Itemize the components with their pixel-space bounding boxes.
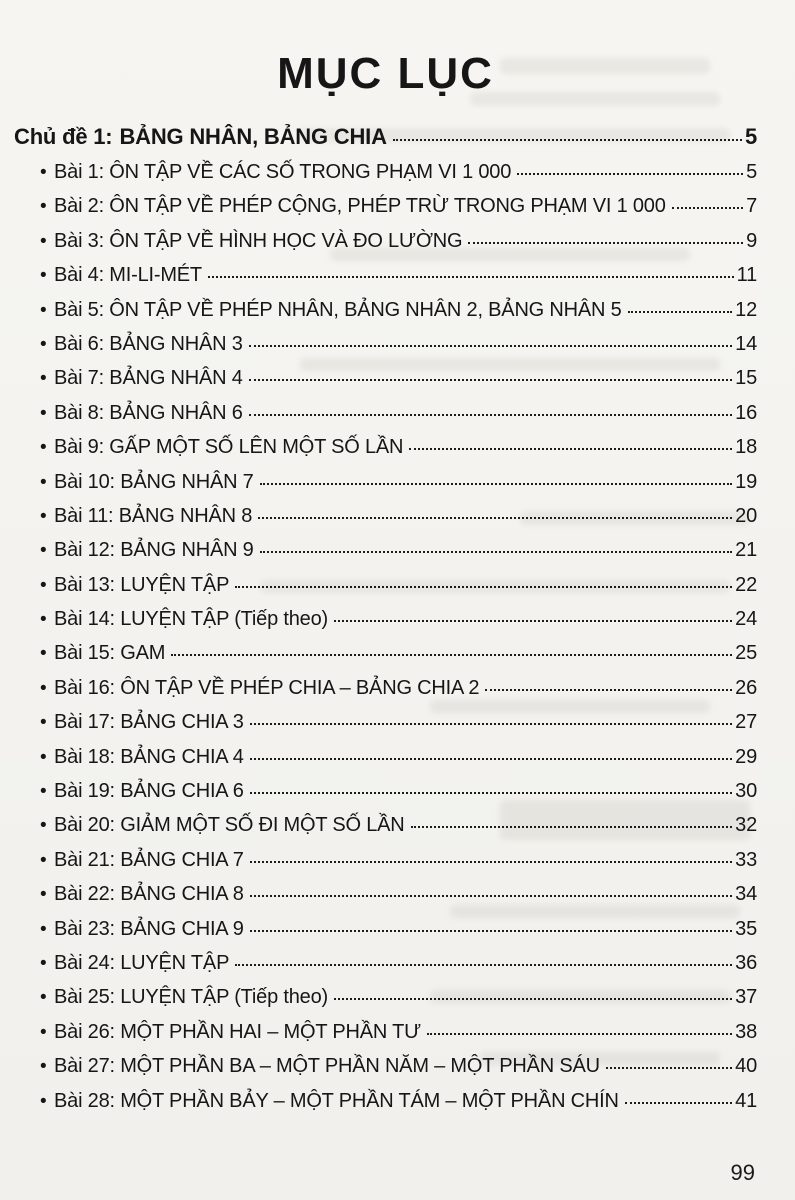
bullet-icon: • [40,505,47,527]
toc-item-row [14,780,757,814]
bullet-icon: • [40,1090,47,1112]
item-page-number: 5 [746,161,757,183]
dot-leader [208,276,734,278]
toc-item-row [14,814,757,848]
bullet-icon: • [40,540,47,562]
item-label: Bài 16: ÔN TẬP VỀ PHÉP CHIA – BẢNG CHIA 2 [54,676,480,699]
bullet-icon: • [40,437,47,459]
dot-leader [411,826,733,828]
dot-leader [171,654,732,656]
dot-leader [260,483,733,485]
dot-leader [427,1033,732,1035]
dot-leader [250,792,733,794]
toc-item-row [14,333,757,367]
item-label: Bài 28: MỘT PHẦN BẢY – MỘT PHẦN TÁM – MỘT PHẦN CHÍN [54,1089,619,1112]
bullet-icon: • [40,1021,47,1043]
item-page-number: 22 [735,573,757,596]
chapter-page-number: 5 [744,124,757,149]
bullet-icon: • [40,368,47,390]
item-label: Bài 23: BẢNG CHIA 9 [54,917,244,940]
toc-content [14,0,757,1124]
item-label: Bài 3: ÔN TẬP VỀ HÌNH HỌC VÀ ĐO LƯỜNG [54,229,463,252]
item-label: Bài 7: BẢNG NHÂN 4 [54,367,243,390]
dot-leader [250,861,733,863]
bullet-icon: • [40,609,47,631]
item-page-number: 24 [735,608,757,631]
toc-item-row [14,1090,757,1124]
bullet-icon: • [40,333,47,355]
toc-item-row [14,1055,757,1089]
item-page-number: 7 [746,195,757,218]
item-label: Bài 8: BẢNG NHÂN 6 [54,401,243,424]
bullet-icon: • [40,815,47,837]
bullet-icon: • [40,918,47,940]
item-label: Bài 20: GIẢM MỘT SỐ ĐI MỘT SỐ LẦN [54,814,405,837]
bullet-icon: • [40,849,47,871]
item-page-number: 33 [735,848,757,871]
bullet-icon: • [40,781,47,803]
bullet-icon: • [40,299,47,321]
item-page-number: 26 [735,676,757,699]
dot-leader [235,586,732,588]
item-label: Bài 19: BẢNG CHIA 6 [54,780,244,803]
item-page-number: 16 [735,401,757,424]
dot-leader [628,311,733,313]
item-page-number: 19 [735,470,757,493]
item-page-number: 34 [735,883,757,906]
item-page-number: 14 [735,332,757,355]
item-label: Bài 17: BẢNG CHIA 3 [54,711,244,734]
toc-item-row [14,642,757,676]
item-label: Bài 18: BẢNG CHIA 4 [54,745,244,768]
item-page-number: 25 [735,642,757,665]
item-page-number: 37 [735,986,757,1009]
dot-leader [249,345,732,347]
toc-chapter-row [14,124,757,161]
bullet-icon: • [40,712,47,734]
toc-item-row [14,883,757,917]
toc-item-row [14,849,757,883]
toc-item-row [14,574,757,608]
item-label: Bài 22: BẢNG CHIA 8 [54,883,244,906]
item-page-number: 9 [746,229,757,252]
dot-leader [260,551,733,553]
item-page-number: 15 [735,367,757,390]
item-label: Bài 15: GAM [54,642,166,665]
dot-leader [625,1102,732,1104]
item-page-number: 27 [735,711,757,734]
page-title: MỤC LỤC [277,49,494,98]
item-label: Bài 2: ÔN TẬP VỀ PHÉP CỘNG, PHÉP TRỪ TRONG PHẠM VI 1 000 [54,195,666,218]
dot-leader [250,723,733,725]
toc-item-row [14,230,757,264]
toc-item-row [14,746,757,780]
chapter-title: BẢNG NHÂN, BẢNG CHIA [119,124,387,149]
item-label: Bài 21: BẢNG CHIA 7 [54,848,244,871]
item-page-number: 12 [735,298,757,321]
item-page-number: 11 [736,264,757,287]
item-label: Bài 4: MI-LI-MÉT [54,264,202,287]
dot-leader [250,930,733,932]
bullet-icon: • [40,162,47,183]
dot-leader [250,895,733,897]
item-label: Bài 10: BẢNG NHÂN 7 [54,470,254,493]
toc-item-row [14,402,757,436]
item-label: Bài 5: ÔN TẬP VỀ PHÉP NHÂN, BẢNG NHÂN 2, BẢNG NHÂN 5 [54,298,622,321]
toc-item-row [14,161,757,195]
toc-item-row [14,367,757,401]
toc-item-row [14,505,757,539]
toc-item-row [14,608,757,642]
bullet-icon: • [40,677,47,699]
toc-item-row [14,539,757,573]
dot-leader [249,379,732,381]
dot-leader [517,173,743,175]
dot-leader [485,689,732,691]
bullet-icon: • [40,884,47,906]
item-label: Bài 27: MỘT PHẦN BA – MỘT PHẦN NĂM – MỘT PHẦN SÁU [54,1055,600,1078]
toc-item-row [14,299,757,333]
dot-leader [409,448,732,450]
item-page-number: 20 [735,504,757,527]
toc-list [14,124,757,1124]
item-page-number: 40 [735,1055,757,1078]
dot-leader [258,517,732,519]
item-page-number: 38 [735,1020,757,1043]
item-label: Bài 13: LUYỆN TẬP [54,573,230,596]
toc-item-row [14,986,757,1020]
bullet-icon: • [40,196,47,218]
bullet-icon: • [40,574,47,596]
bullet-icon: • [40,952,47,974]
toc-item-row [14,918,757,952]
toc-item-row [14,436,757,470]
bullet-icon: • [40,987,47,1009]
item-page-number: 36 [735,951,757,974]
item-label: Bài 12: BẢNG NHÂN 9 [54,539,254,562]
item-page-number: 41 [735,1089,757,1112]
item-label: Bài 9: GẤP MỘT SỐ LÊN MỘT SỐ LẦN [54,436,404,459]
item-label: Bài 6: BẢNG NHÂN 3 [54,332,243,355]
toc-item-row [14,711,757,745]
dot-leader [334,620,732,622]
toc-item-row [14,952,757,986]
dot-leader [393,139,742,141]
bullet-icon: • [40,1056,47,1078]
item-page-number: 32 [735,814,757,837]
item-label: Bài 11: BẢNG NHÂN 8 [54,504,253,527]
item-label: Bài 26: MỘT PHẦN HAI – MỘT PHẦN TƯ [54,1020,422,1043]
dot-leader [672,207,743,209]
toc-item-row [14,677,757,711]
bullet-icon: • [40,265,47,287]
item-page-number: 30 [735,780,757,803]
toc-item-row [14,1021,757,1055]
dot-leader [249,414,732,416]
toc-item-row [14,195,757,229]
bullet-icon: • [40,230,47,252]
dot-leader [235,964,732,966]
bullet-icon: • [40,643,47,665]
chapter-label: Chủ đề 1: [14,124,113,149]
item-page-number: 35 [735,917,757,940]
item-page-number: 18 [735,436,757,459]
item-page-number: 21 [735,539,757,562]
bullet-icon: • [40,471,47,493]
bullet-icon: • [40,402,47,424]
item-label: Bài 24: LUYỆN TẬP [54,951,230,974]
bullet-icon: • [40,746,47,768]
item-page-number: 29 [735,745,757,768]
dot-leader [468,242,743,244]
dot-leader [250,758,733,760]
item-label: Bài 25: LUYỆN TẬP (Tiếp theo) [54,986,328,1009]
item-label: Bài 1: ÔN TẬP VỀ CÁC SỐ TRONG PHẠM VI 1 000 [54,161,512,183]
page-number: 99 [730,1160,755,1185]
toc-item-row [14,264,757,298]
toc-item-row [14,471,757,505]
dot-leader [606,1067,732,1069]
dot-leader [334,998,732,1000]
item-label: Bài 14: LUYỆN TẬP (Tiếp theo) [54,608,328,631]
